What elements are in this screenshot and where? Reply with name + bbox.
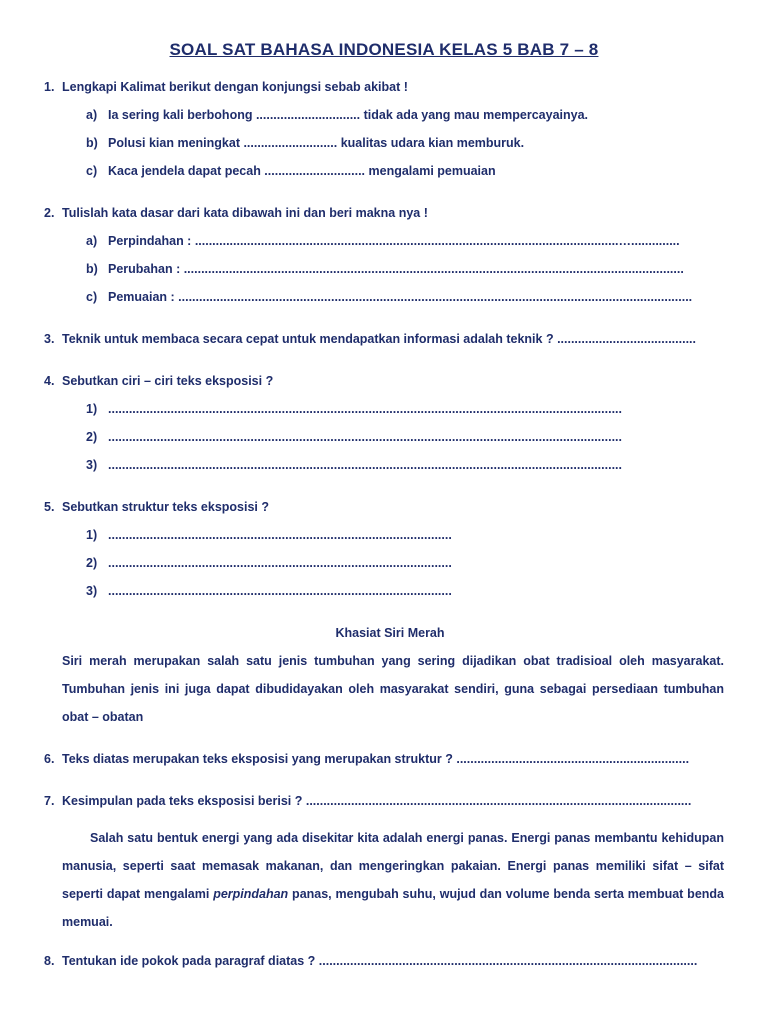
question-number: 6.	[44, 752, 55, 766]
item-text: Perubahan : ................................................................................................................................................	[108, 262, 684, 276]
question-1-item-a	[0, 108, 768, 124]
item-label: 3)	[86, 584, 98, 598]
answer-line: ...................................................................................................	[108, 528, 452, 542]
item-label: a)	[86, 234, 98, 248]
question-number: 2.	[44, 206, 55, 220]
question-6	[0, 752, 768, 768]
item-label: 1)	[86, 402, 98, 416]
question-text: Teks diatas merupakan teks eksposisi yang merupakan struktur ? ...................................................................	[62, 752, 690, 766]
item-label: 1)	[86, 528, 98, 542]
item-text: Ia sering kali berbohong .............................. tidak ada yang mau mempercayainya.	[108, 108, 589, 122]
item-label: b)	[86, 136, 98, 150]
question-number: 1.	[44, 80, 55, 94]
question-number: 5.	[44, 500, 55, 514]
question-5-item-1	[0, 528, 768, 544]
question-4-item-3	[0, 458, 768, 474]
question-text: Lengkapi Kalimat berikut dengan konjungsi sebab akibat !	[62, 80, 408, 94]
question-4-item-2	[0, 430, 768, 446]
question-number: 7.	[44, 794, 55, 808]
question-2-item-a	[0, 234, 768, 250]
item-label: 2)	[86, 556, 98, 570]
item-label: 2)	[86, 430, 98, 444]
question-5-item-2	[0, 556, 768, 572]
item-text: Perpindahan : ..........................................................................................................................…..............	[108, 234, 680, 248]
item-text: Pemuaian : ....................................................................................................................................................	[108, 290, 693, 304]
question-4-item-1	[0, 402, 768, 418]
question-1-item-c	[0, 164, 768, 180]
passage-text: panas, mengubah suhu, wujud dan volume benda serta membuat benda memuai.	[62, 887, 724, 929]
question-number: 4.	[44, 374, 55, 388]
question-text: Sebutkan ciri – ciri teks eksposisi ?	[62, 374, 274, 388]
reading-title: Khasiat Siri Merah	[335, 626, 445, 640]
answer-line: ....................................................................................................................................................	[108, 430, 622, 444]
answer-line: ...................................................................................................	[108, 584, 452, 598]
question-text: Kesimpulan pada teks eksposisi berisi ? ...............................................................................................................	[62, 794, 692, 808]
reading-passage-2	[62, 824, 724, 936]
question-1	[0, 80, 768, 96]
question-5	[0, 500, 768, 516]
question-2-item-c	[0, 290, 768, 306]
question-text: Teknik untuk membaca secara cepat untuk mendapatkan informasi adalah teknik ? ........................................	[62, 332, 696, 346]
answer-line: ....................................................................................................................................................	[108, 402, 622, 416]
question-number: 8.	[44, 954, 55, 968]
question-3	[0, 332, 768, 348]
question-8	[0, 954, 768, 970]
item-label: c)	[86, 164, 98, 178]
question-1-item-b	[0, 136, 768, 152]
question-text: Sebutkan struktur teks eksposisi ?	[62, 500, 270, 514]
item-label: b)	[86, 262, 98, 276]
reading-passage-1: Siri merah merupakan salah satu jenis tumbuhan yang sering dijadikan obat tradisioal oleh masyarakat. Tumbuhan jenis ini juga dapat dibudidayakan oleh masyarakat sendiri, guna sebagai persediaan tumbuhan obat – obatan	[62, 654, 724, 724]
passage-italic-word: perpindahan	[213, 887, 289, 901]
item-label: 3)	[86, 458, 98, 472]
item-label: a)	[86, 108, 98, 122]
question-2	[0, 206, 768, 222]
question-4	[0, 374, 768, 390]
question-7	[0, 794, 768, 810]
question-text: Tulislah kata dasar dari kata dibawah ini dan beri makna nya !	[62, 206, 428, 220]
answer-line: ....................................................................................................................................................	[108, 458, 622, 472]
passage-text: Salah satu bentuk energi yang ada disekitar kita adalah energi panas. Energi panas membantu kehidupan manusia, seperti saat memasak makanan, dan mengeringkan pakaian. Energi panas memiliki sifat – sifat seperti dapat mengalami	[62, 831, 724, 901]
item-text: Polusi kian meningkat ........................... kualitas udara kian memburuk.	[108, 136, 525, 150]
page-title: SOAL SAT BAHASA INDONESIA KELAS 5 BAB 7 – 8	[169, 40, 599, 59]
question-2-item-b	[0, 262, 768, 278]
question-5-item-3	[0, 584, 768, 600]
item-label: c)	[86, 290, 98, 304]
question-number: 3.	[44, 332, 55, 346]
question-text: Tentukan ide pokok pada paragraf diatas ? .............................................................................................................	[62, 954, 698, 968]
item-text: Kaca jendela dapat pecah ............................. mengalami pemuaian	[108, 164, 496, 178]
answer-line: ...................................................................................................	[108, 556, 452, 570]
